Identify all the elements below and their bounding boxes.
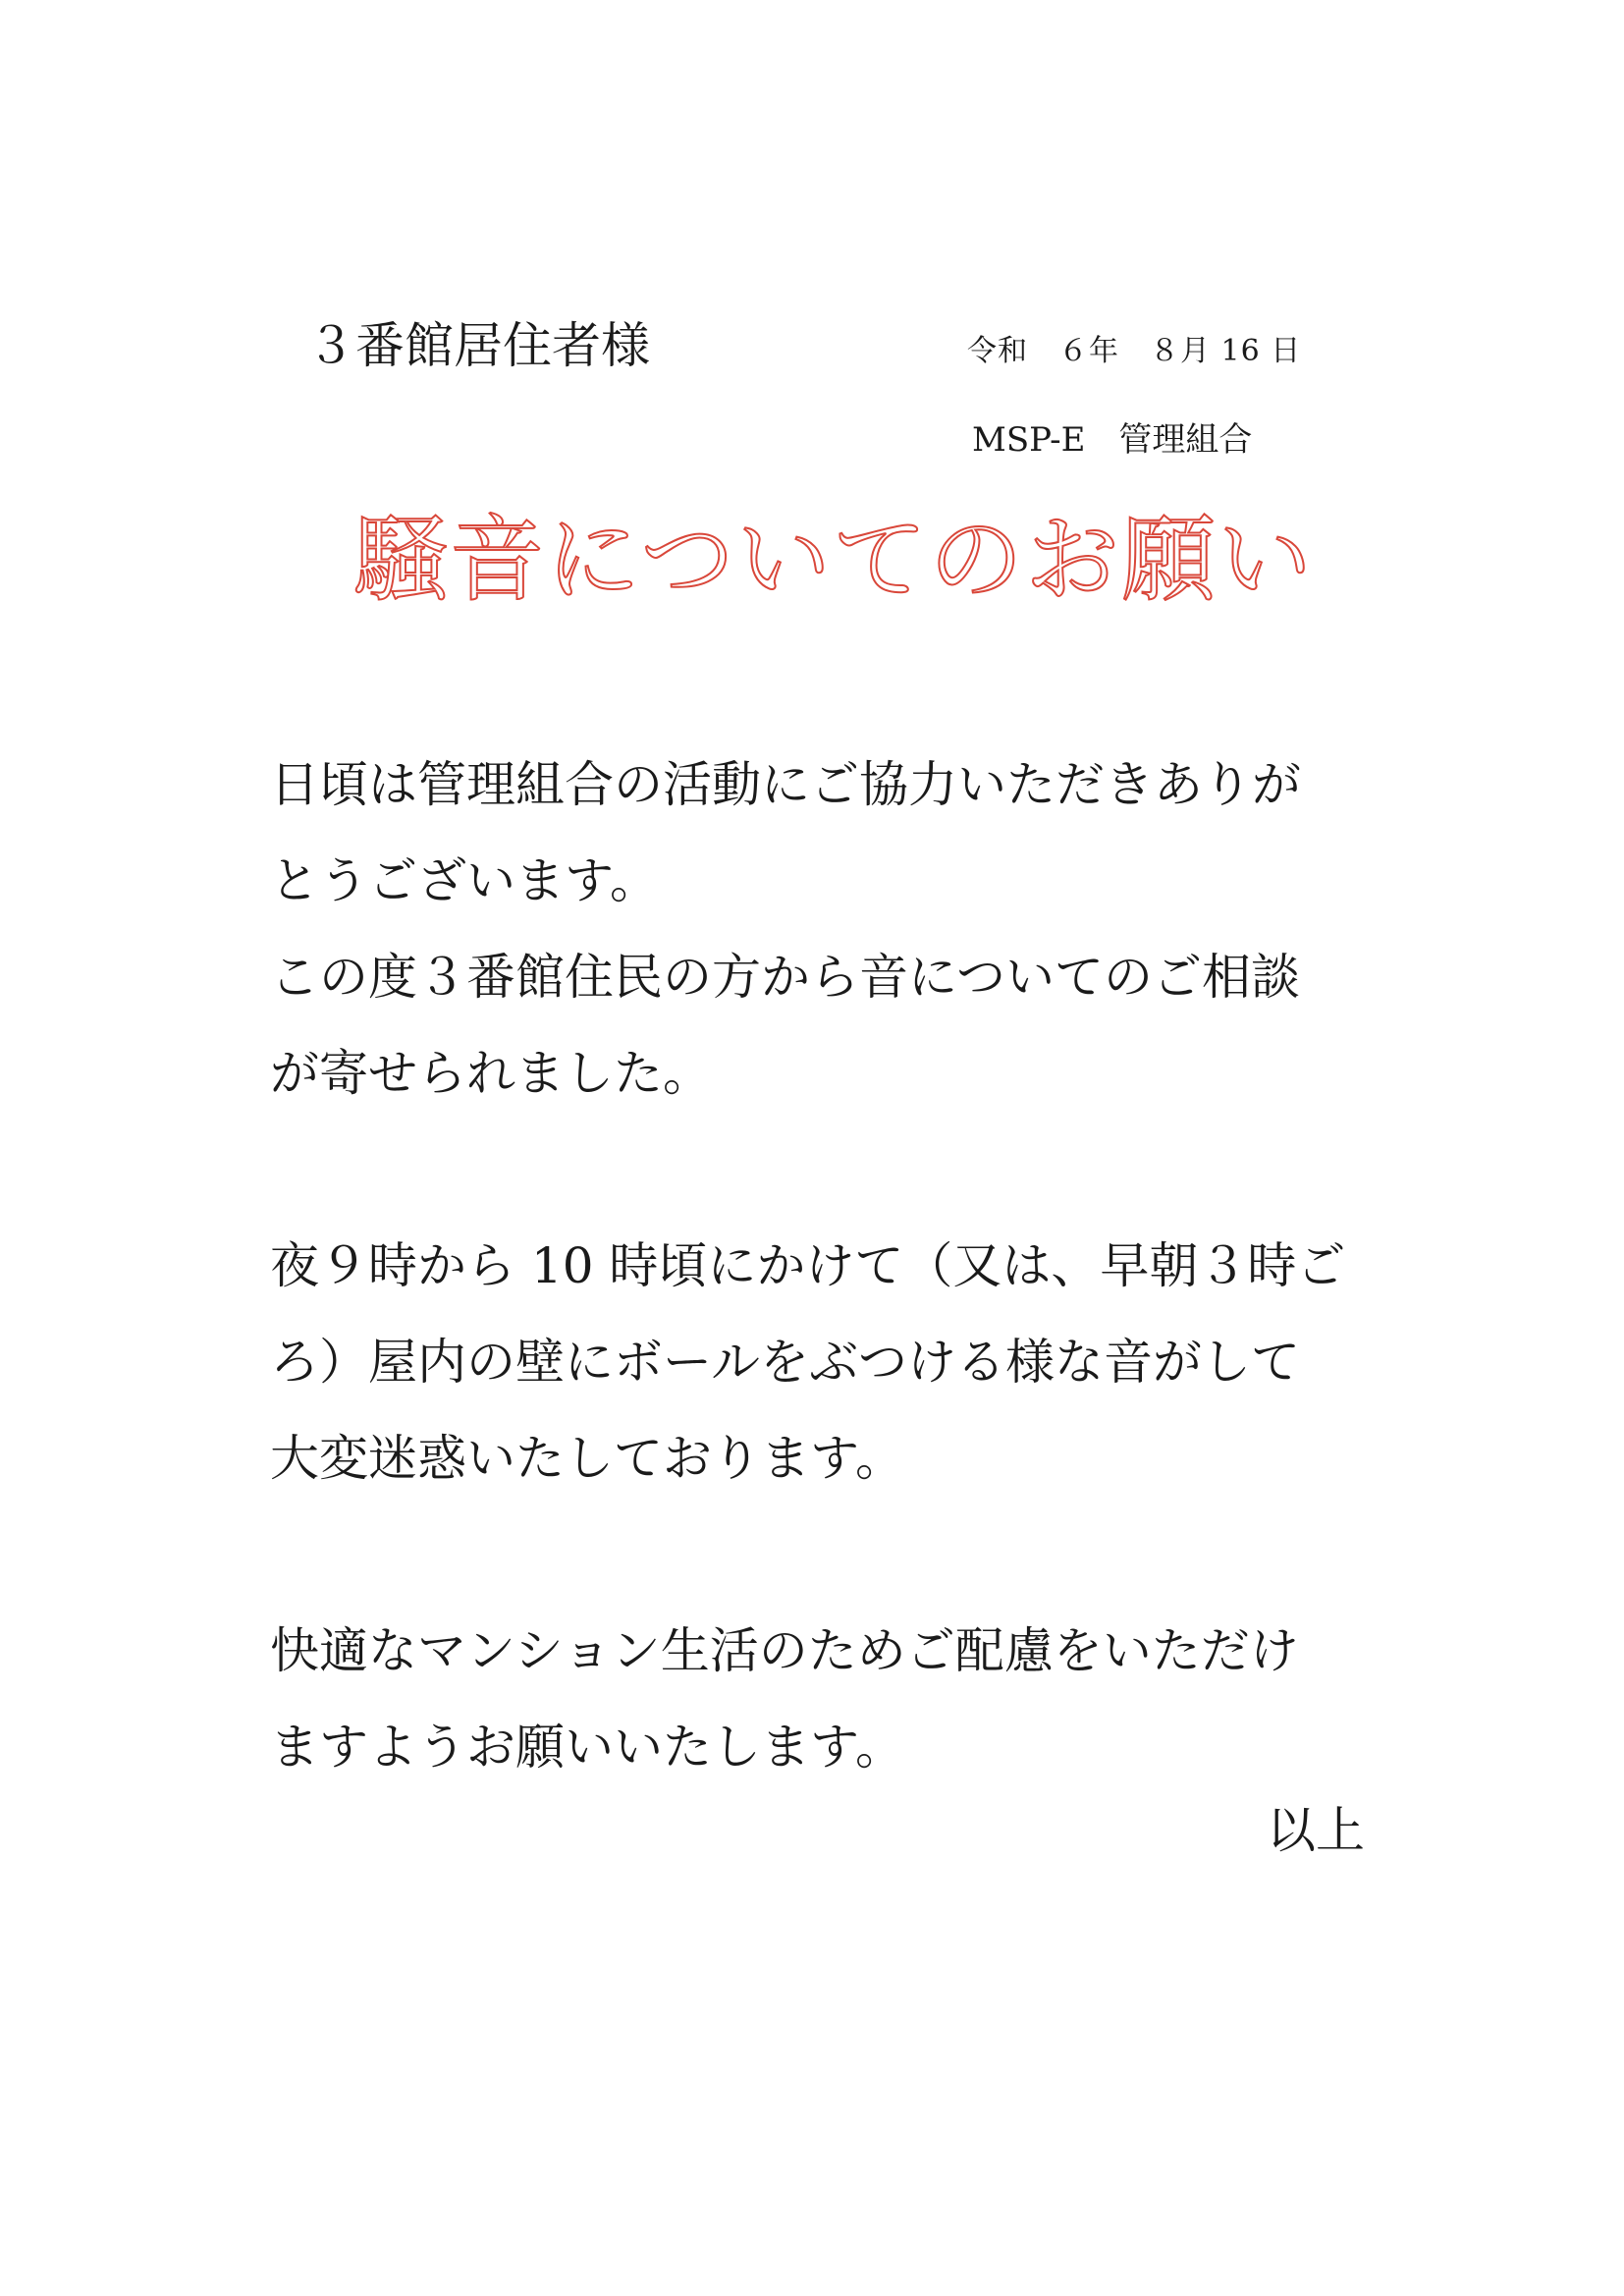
- notice-title: 騒音についてのお願い: [353, 505, 1315, 615]
- sender-organization: MSP-E 管理組合: [972, 420, 1253, 460]
- notice-body: [270, 737, 1370, 1795]
- paragraph-complaint: [270, 1218, 1370, 1506]
- notice-date: 令和 ６年 ８月 16 日: [967, 334, 1302, 368]
- body-line: 夜９時から 10 時頃にかけて（又は、早朝３時ご: [270, 1237, 1346, 1294]
- body-line: 大変迷惑いたしております。: [270, 1430, 904, 1487]
- closing-remark: 以上: [1267, 1802, 1365, 1859]
- body-line: ますようお願いいたします。: [270, 1719, 904, 1776]
- body-line: とうございます。: [270, 852, 659, 909]
- body-line: ろ）屋内の壁にボールをぶつける様な音がして: [270, 1334, 1300, 1391]
- paragraph-request: [270, 1603, 1370, 1795]
- paragraph-gap: [270, 1506, 1370, 1603]
- body-line: この度３番館住民の方から音についてのご相談: [270, 949, 1300, 1006]
- body-line: 快適なマンション生活のためご配慮をいただけ: [270, 1622, 1299, 1679]
- body-line: 日頃は管理組合の活動にご協力いただきありが: [270, 756, 1301, 813]
- body-line: が寄せられました。: [270, 1045, 712, 1102]
- paragraph-gap: [270, 1121, 1370, 1218]
- recipient-line: ３番館居住者様: [306, 317, 650, 374]
- paragraph-greeting: [270, 737, 1370, 1121]
